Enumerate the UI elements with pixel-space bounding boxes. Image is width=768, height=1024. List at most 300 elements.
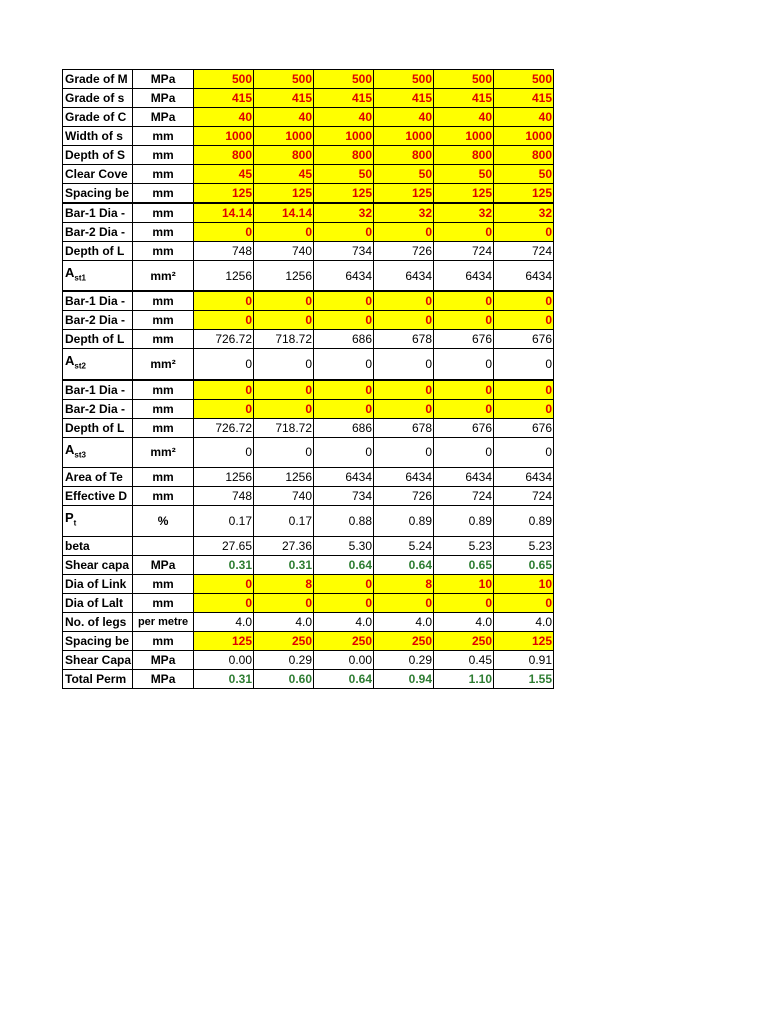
row-label-text: Shear capa xyxy=(65,557,130,572)
input-cell[interactable]: 800 xyxy=(254,146,314,165)
row-label-text: Bar-2 Dia - xyxy=(65,401,126,416)
row-label xyxy=(63,437,133,467)
table-row xyxy=(63,536,554,555)
input-cell[interactable]: 0 xyxy=(194,574,254,593)
value-cell: 748 xyxy=(194,487,254,506)
row-unit: mm xyxy=(133,242,194,261)
row-label-subscript: t xyxy=(73,518,77,528)
row-unit: per metre xyxy=(133,612,194,631)
row-label-text: Grade of s xyxy=(65,91,125,105)
value-cell: 0.65 xyxy=(434,555,494,574)
value-cell: 748 xyxy=(194,242,254,261)
row-label xyxy=(63,506,133,536)
design-table-body xyxy=(63,70,554,689)
input-cell[interactable]: 415 xyxy=(434,89,494,108)
value-cell: 4.0 xyxy=(434,612,494,631)
value-cell: 4.0 xyxy=(314,612,374,631)
row-label xyxy=(63,291,133,311)
row-label xyxy=(63,669,133,688)
value-cell: 724 xyxy=(434,242,494,261)
input-cell[interactable]: 32 xyxy=(494,203,554,223)
row-unit: mm xyxy=(133,574,194,593)
value-cell: 0.89 xyxy=(434,506,494,536)
input-cell[interactable]: 14.14 xyxy=(254,203,314,223)
table-row xyxy=(63,593,554,612)
row-unit xyxy=(133,536,194,555)
value-cell: 0.60 xyxy=(254,669,314,688)
input-cell[interactable]: 40 xyxy=(494,108,554,127)
input-cell[interactable]: 0 xyxy=(194,380,254,400)
input-cell[interactable]: 0 xyxy=(434,291,494,311)
input-cell[interactable]: 125 xyxy=(494,631,554,650)
value-cell: 726 xyxy=(374,487,434,506)
input-cell[interactable]: 125 xyxy=(494,184,554,204)
input-cell[interactable]: 0 xyxy=(434,593,494,612)
row-label-text: Grade of C xyxy=(65,110,127,124)
value-cell: 0.31 xyxy=(194,669,254,688)
value-cell: 0 xyxy=(254,349,314,380)
value-cell: 726 xyxy=(374,242,434,261)
input-cell[interactable]: 0 xyxy=(314,291,374,311)
design-table xyxy=(62,69,554,689)
table-row xyxy=(63,574,554,593)
input-cell[interactable]: 0 xyxy=(434,399,494,418)
input-cell[interactable]: 45 xyxy=(254,165,314,184)
table-row xyxy=(63,399,554,418)
row-unit: mm xyxy=(133,165,194,184)
row-label xyxy=(63,127,133,146)
row-label xyxy=(63,203,133,223)
input-cell[interactable]: 32 xyxy=(314,203,374,223)
row-unit: MPa xyxy=(133,669,194,688)
value-cell: 676 xyxy=(434,330,494,349)
input-cell[interactable]: 50 xyxy=(434,165,494,184)
row-label-text: Grade of M xyxy=(65,72,128,86)
row-label xyxy=(63,555,133,574)
value-cell: 5.30 xyxy=(314,536,374,555)
row-label-text: Effective D xyxy=(65,489,128,504)
value-cell: 1.55 xyxy=(494,669,554,688)
input-cell[interactable]: 45 xyxy=(194,165,254,184)
table-row xyxy=(63,418,554,437)
row-label-text: Dia of Lalt xyxy=(65,595,124,610)
row-unit: mm xyxy=(133,418,194,437)
value-cell: 0.64 xyxy=(314,555,374,574)
table-row xyxy=(63,555,554,574)
input-cell[interactable]: 8 xyxy=(254,574,314,593)
row-label-text: P xyxy=(65,510,74,526)
input-cell[interactable]: 40 xyxy=(434,108,494,127)
value-cell: 0.89 xyxy=(494,506,554,536)
value-cell: 724 xyxy=(434,487,494,506)
input-cell[interactable]: 800 xyxy=(374,146,434,165)
row-label xyxy=(63,311,133,330)
input-cell[interactable]: 125 xyxy=(194,631,254,650)
input-cell[interactable]: 250 xyxy=(314,631,374,650)
input-cell[interactable]: 0 xyxy=(194,291,254,311)
value-cell: 686 xyxy=(314,418,374,437)
table-row xyxy=(63,669,554,688)
input-cell[interactable]: 125 xyxy=(434,184,494,204)
row-label-text: A xyxy=(65,441,75,457)
table-row xyxy=(63,89,554,108)
input-cell[interactable]: 14.14 xyxy=(194,203,254,223)
value-cell: 0.29 xyxy=(374,650,434,669)
row-unit: mm xyxy=(133,631,194,650)
input-cell[interactable]: 0 xyxy=(494,399,554,418)
value-cell: 0.00 xyxy=(314,650,374,669)
input-cell[interactable]: 40 xyxy=(194,108,254,127)
input-cell[interactable]: 8 xyxy=(374,574,434,593)
row-label-subscript: st3 xyxy=(74,450,86,460)
table-row xyxy=(63,146,554,165)
value-cell: 734 xyxy=(314,487,374,506)
row-label xyxy=(63,89,133,108)
value-cell: 6434 xyxy=(374,261,434,292)
row-label xyxy=(63,487,133,506)
input-cell[interactable]: 10 xyxy=(494,574,554,593)
table-row xyxy=(63,203,554,223)
value-cell: 0.64 xyxy=(374,555,434,574)
row-label xyxy=(63,242,133,261)
input-cell[interactable]: 0 xyxy=(374,380,434,400)
input-cell[interactable]: 415 xyxy=(494,89,554,108)
input-cell[interactable]: 0 xyxy=(254,380,314,400)
input-cell[interactable]: 800 xyxy=(314,146,374,165)
row-label xyxy=(63,650,133,669)
input-cell[interactable]: 0 xyxy=(434,380,494,400)
row-label-text: Shear Capa xyxy=(65,652,132,667)
value-cell: 0.31 xyxy=(254,555,314,574)
row-unit: mm xyxy=(133,223,194,242)
value-cell: 0.89 xyxy=(374,506,434,536)
input-cell[interactable]: 800 xyxy=(494,146,554,165)
value-cell: 0.00 xyxy=(194,650,254,669)
input-cell[interactable]: 1000 xyxy=(194,127,254,146)
input-cell[interactable]: 32 xyxy=(374,203,434,223)
row-label-text: Bar-1 Dia - xyxy=(65,294,126,309)
value-cell: 0 xyxy=(194,437,254,467)
input-cell[interactable]: 0 xyxy=(254,593,314,612)
row-label-text: Depth of L xyxy=(65,244,125,258)
input-cell[interactable]: 250 xyxy=(374,631,434,650)
input-cell[interactable]: 0 xyxy=(254,399,314,418)
value-cell: 6434 xyxy=(314,468,374,487)
row-unit: mm² xyxy=(133,437,194,467)
row-label xyxy=(63,574,133,593)
row-unit: mm xyxy=(133,203,194,223)
row-label xyxy=(63,593,133,612)
input-cell[interactable]: 800 xyxy=(434,146,494,165)
table-row xyxy=(63,165,554,184)
value-cell: 718.72 xyxy=(254,418,314,437)
value-cell: 6434 xyxy=(494,261,554,292)
value-cell: 734 xyxy=(314,242,374,261)
input-cell[interactable]: 415 xyxy=(374,89,434,108)
row-unit: MPa xyxy=(133,70,194,89)
value-cell: 0 xyxy=(314,349,374,380)
table-row xyxy=(63,650,554,669)
row-unit: mm xyxy=(133,184,194,204)
value-cell: 0 xyxy=(194,349,254,380)
input-cell[interactable]: 50 xyxy=(494,165,554,184)
value-cell: 0 xyxy=(314,437,374,467)
value-cell: 740 xyxy=(254,242,314,261)
value-cell: 678 xyxy=(374,418,434,437)
input-cell[interactable]: 500 xyxy=(194,70,254,89)
row-label-text: No. of legs xyxy=(65,614,127,629)
row-label xyxy=(63,184,133,204)
value-cell: 6434 xyxy=(434,261,494,292)
input-cell[interactable]: 500 xyxy=(434,70,494,89)
input-cell[interactable]: 0 xyxy=(194,593,254,612)
table-row xyxy=(63,437,554,467)
input-cell[interactable]: 0 xyxy=(194,311,254,330)
value-cell: 4.0 xyxy=(254,612,314,631)
table-row xyxy=(63,330,554,349)
row-unit: mm xyxy=(133,291,194,311)
table-row xyxy=(63,223,554,242)
row-label xyxy=(63,330,133,349)
value-cell: 0 xyxy=(494,437,554,467)
table-row xyxy=(63,261,554,292)
row-unit: mm² xyxy=(133,349,194,380)
row-label xyxy=(63,349,133,380)
input-cell[interactable]: 0 xyxy=(374,223,434,242)
row-label xyxy=(63,612,133,631)
value-cell: 726.72 xyxy=(194,330,254,349)
row-unit: mm xyxy=(133,311,194,330)
value-cell: 676 xyxy=(494,330,554,349)
row-label-text: Width of s xyxy=(65,129,123,143)
value-cell: 0.17 xyxy=(254,506,314,536)
value-cell: 1.10 xyxy=(434,669,494,688)
value-cell: 0.29 xyxy=(254,650,314,669)
input-cell[interactable]: 0 xyxy=(374,399,434,418)
value-cell: 4.0 xyxy=(374,612,434,631)
input-cell[interactable]: 1000 xyxy=(494,127,554,146)
input-cell[interactable]: 0 xyxy=(254,291,314,311)
input-cell[interactable]: 1000 xyxy=(434,127,494,146)
value-cell: 0 xyxy=(434,437,494,467)
row-label-subscript: st1 xyxy=(74,273,86,283)
row-unit: mm xyxy=(133,593,194,612)
table-row xyxy=(63,631,554,650)
input-cell[interactable]: 125 xyxy=(314,184,374,204)
table-row xyxy=(63,127,554,146)
value-cell: 6434 xyxy=(494,468,554,487)
row-label xyxy=(63,108,133,127)
value-cell: 726.72 xyxy=(194,418,254,437)
row-label xyxy=(63,165,133,184)
input-cell[interactable]: 0 xyxy=(374,593,434,612)
input-cell[interactable]: 0 xyxy=(494,380,554,400)
input-cell[interactable]: 0 xyxy=(314,399,374,418)
value-cell: 0 xyxy=(434,349,494,380)
value-cell: 0 xyxy=(494,349,554,380)
value-cell: 1256 xyxy=(194,261,254,292)
value-cell: 676 xyxy=(494,418,554,437)
table-row xyxy=(63,70,554,89)
row-label-text: Spacing be xyxy=(65,186,130,200)
table-row xyxy=(63,468,554,487)
input-cell[interactable]: 500 xyxy=(494,70,554,89)
value-cell: 0.17 xyxy=(194,506,254,536)
input-cell[interactable]: 0 xyxy=(314,311,374,330)
value-cell: 0.88 xyxy=(314,506,374,536)
value-cell: 1256 xyxy=(254,261,314,292)
row-label xyxy=(63,380,133,400)
value-cell: 5.23 xyxy=(494,536,554,555)
row-unit: MPa xyxy=(133,650,194,669)
input-cell[interactable]: 0 xyxy=(314,380,374,400)
value-cell: 676 xyxy=(434,418,494,437)
input-cell[interactable]: 0 xyxy=(494,311,554,330)
row-unit: mm xyxy=(133,487,194,506)
value-cell: 27.36 xyxy=(254,536,314,555)
input-cell[interactable]: 0 xyxy=(314,223,374,242)
input-cell[interactable]: 40 xyxy=(254,108,314,127)
row-label-subscript: st2 xyxy=(74,361,86,371)
input-cell[interactable]: 250 xyxy=(434,631,494,650)
row-unit: mm xyxy=(133,146,194,165)
value-cell: 0.31 xyxy=(194,555,254,574)
value-cell: 0.91 xyxy=(494,650,554,669)
value-cell: 5.24 xyxy=(374,536,434,555)
table-row xyxy=(63,487,554,506)
value-cell: 27.65 xyxy=(194,536,254,555)
row-label xyxy=(63,399,133,418)
input-cell[interactable]: 0 xyxy=(494,291,554,311)
value-cell: 0 xyxy=(374,437,434,467)
value-cell: 678 xyxy=(374,330,434,349)
row-unit: MPa xyxy=(133,108,194,127)
input-cell[interactable]: 0 xyxy=(494,223,554,242)
value-cell: 718.72 xyxy=(254,330,314,349)
row-label xyxy=(63,70,133,89)
input-cell[interactable]: 1000 xyxy=(314,127,374,146)
row-unit: MPa xyxy=(133,555,194,574)
input-cell[interactable]: 500 xyxy=(314,70,374,89)
row-unit: mm xyxy=(133,127,194,146)
value-cell: 4.0 xyxy=(494,612,554,631)
row-label-text: A xyxy=(65,353,75,369)
input-cell[interactable]: 1000 xyxy=(374,127,434,146)
row-label-text: Total Perm xyxy=(65,671,127,686)
input-cell[interactable]: 0 xyxy=(314,593,374,612)
table-row xyxy=(63,108,554,127)
input-cell[interactable]: 0 xyxy=(254,223,314,242)
input-cell[interactable]: 250 xyxy=(254,631,314,650)
table-row xyxy=(63,184,554,204)
value-cell: 724 xyxy=(494,487,554,506)
value-cell: 5.23 xyxy=(434,536,494,555)
input-cell[interactable]: 415 xyxy=(194,89,254,108)
input-cell[interactable]: 0 xyxy=(434,223,494,242)
input-cell[interactable]: 0 xyxy=(254,311,314,330)
input-cell[interactable]: 0 xyxy=(374,311,434,330)
value-cell: 6434 xyxy=(314,261,374,292)
row-label xyxy=(63,536,133,555)
row-unit: mm xyxy=(133,330,194,349)
input-cell[interactable]: 500 xyxy=(374,70,434,89)
value-cell: 0.65 xyxy=(494,555,554,574)
table-row xyxy=(63,311,554,330)
input-cell[interactable]: 40 xyxy=(374,108,434,127)
table-row xyxy=(63,506,554,536)
row-label-text: Bar-2 Dia - xyxy=(65,313,126,328)
value-cell: 686 xyxy=(314,330,374,349)
row-unit: % xyxy=(133,506,194,536)
input-cell[interactable]: 32 xyxy=(434,203,494,223)
input-cell[interactable]: 40 xyxy=(314,108,374,127)
input-cell[interactable]: 415 xyxy=(254,89,314,108)
value-cell: 1256 xyxy=(254,468,314,487)
input-cell[interactable]: 0 xyxy=(194,399,254,418)
row-label-text: Spacing be xyxy=(65,633,130,648)
value-cell: 0 xyxy=(374,349,434,380)
row-label-text: Depth of L xyxy=(65,420,125,435)
value-cell: 740 xyxy=(254,487,314,506)
value-cell: 0.94 xyxy=(374,669,434,688)
row-label-text: Area of Te xyxy=(65,470,123,485)
row-label xyxy=(63,223,133,242)
row-label xyxy=(63,418,133,437)
table-row xyxy=(63,349,554,380)
value-cell: 0 xyxy=(254,437,314,467)
input-cell[interactable]: 0 xyxy=(314,574,374,593)
row-unit: mm xyxy=(133,399,194,418)
value-cell: 6434 xyxy=(374,468,434,487)
input-cell[interactable]: 0 xyxy=(194,223,254,242)
row-label xyxy=(63,468,133,487)
input-cell[interactable]: 50 xyxy=(374,165,434,184)
row-label-text: Dia of Link xyxy=(65,576,127,591)
row-label-text: Bar-1 Dia - xyxy=(65,206,126,220)
input-cell[interactable]: 125 xyxy=(194,184,254,204)
input-cell[interactable]: 500 xyxy=(254,70,314,89)
row-label-text: Clear Cove xyxy=(65,167,128,181)
row-label xyxy=(63,261,133,292)
value-cell: 0.64 xyxy=(314,669,374,688)
input-cell[interactable]: 125 xyxy=(374,184,434,204)
input-cell[interactable]: 0 xyxy=(494,593,554,612)
input-cell[interactable]: 800 xyxy=(194,146,254,165)
table-row xyxy=(63,612,554,631)
input-cell[interactable]: 1000 xyxy=(254,127,314,146)
row-label-text: Bar-2 Dia - xyxy=(65,225,126,239)
input-cell[interactable]: 125 xyxy=(254,184,314,204)
value-cell: 0.45 xyxy=(434,650,494,669)
row-label-text: Depth of L xyxy=(65,332,125,347)
value-cell: 4.0 xyxy=(194,612,254,631)
input-cell[interactable]: 415 xyxy=(314,89,374,108)
row-unit: mm² xyxy=(133,261,194,292)
table-row xyxy=(63,242,554,261)
row-label-text: Depth of S xyxy=(65,148,125,162)
row-unit: MPa xyxy=(133,89,194,108)
input-cell[interactable]: 0 xyxy=(374,291,434,311)
value-cell: 1256 xyxy=(194,468,254,487)
row-label-text: Bar-1 Dia - xyxy=(65,382,126,397)
value-cell: 724 xyxy=(494,242,554,261)
row-label-text: A xyxy=(65,265,75,280)
input-cell[interactable]: 0 xyxy=(434,311,494,330)
input-cell[interactable]: 50 xyxy=(314,165,374,184)
value-cell: 6434 xyxy=(434,468,494,487)
row-label xyxy=(63,146,133,165)
input-cell[interactable]: 10 xyxy=(434,574,494,593)
